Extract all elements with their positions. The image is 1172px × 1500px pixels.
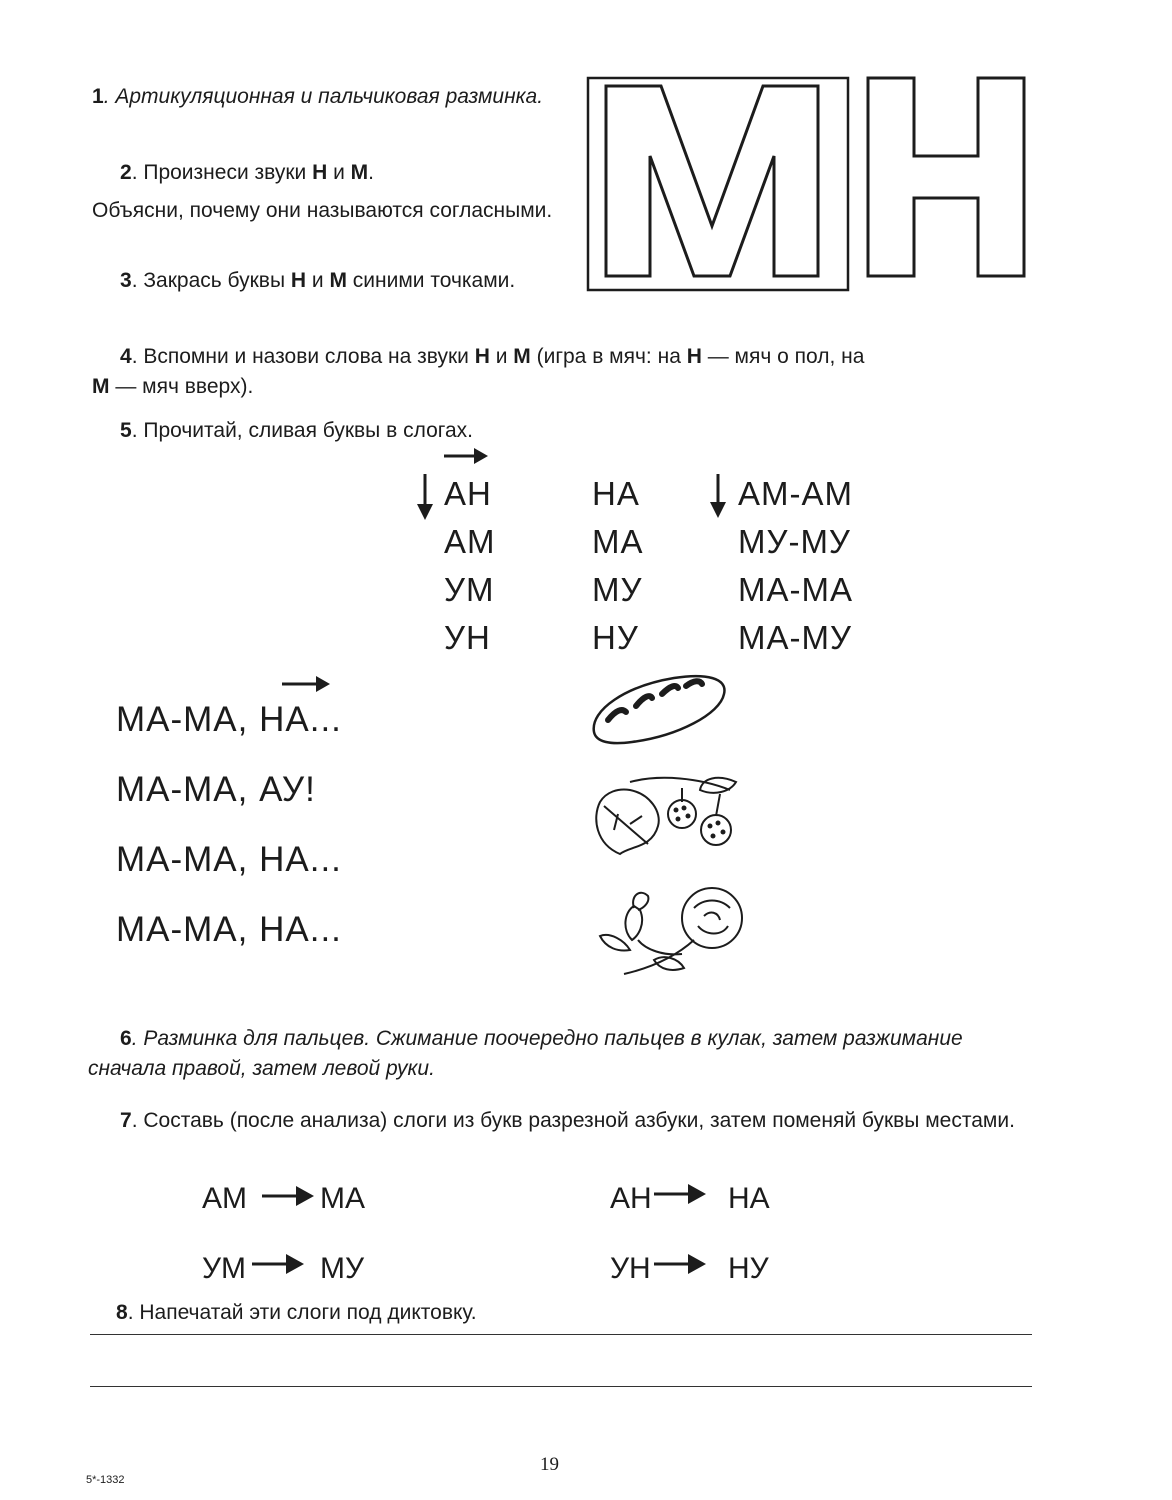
letters-frame xyxy=(588,78,848,290)
swap-un: УН xyxy=(610,1252,651,1285)
mama-line-2: МА-МА, АУ! xyxy=(116,770,316,809)
swap-um: УМ xyxy=(202,1252,247,1285)
swap-an: АН xyxy=(610,1182,652,1215)
syllable-column-1: АН АМ УМ УН xyxy=(444,475,496,656)
task-7: 7. Составь (после анализа) слоги из букв разрезной азбуки, затем поменяй буквы местами. xyxy=(120,1109,1015,1132)
swap-an-result: НА xyxy=(728,1182,770,1215)
task-8: 8. Напечатай эти слоги под диктовку. xyxy=(116,1301,477,1324)
mama-line-1: МА-МА, НА... xyxy=(116,700,342,739)
raspberry-branch-icon xyxy=(590,772,750,862)
swap-um-result: МУ xyxy=(320,1252,365,1285)
right-arrow-icon xyxy=(654,1178,710,1208)
mama-line-3: МА-МА, НА... xyxy=(116,840,342,879)
task-1-text: . Артикуляционная и пальчиковая разминка. xyxy=(103,85,544,108)
print-code: 5*-1332 xyxy=(86,1474,125,1486)
page-number: 19 xyxy=(540,1454,559,1475)
swap-un-result: НУ xyxy=(728,1252,769,1285)
task-3: 3. Закрась буквы Н и М синими точками. xyxy=(120,269,516,292)
task-1-number: 1 xyxy=(92,85,104,108)
rose-flower-icon xyxy=(594,878,754,978)
letter-n-outline xyxy=(868,78,1024,276)
right-arrow-icon xyxy=(262,1180,318,1210)
writing-line-1[interactable] xyxy=(90,1334,1032,1335)
swap-am: АМ xyxy=(202,1182,247,1215)
right-arrow-icon xyxy=(654,1248,710,1278)
swap-am-result: МА xyxy=(320,1182,365,1215)
task-4: 4. Вспомни и назови слова на звуки Н и М (игра в мяч: на Н — мяч о пол, на М — мяч вверх). xyxy=(92,345,865,398)
task-2-explain: Объясни, почему они называются согласными. xyxy=(92,199,553,222)
big-letters-mn xyxy=(586,76,1036,292)
syllable-column-2: НА МА МУ НУ xyxy=(592,475,644,656)
right-arrow-icon xyxy=(252,1248,308,1278)
bread-loaf-icon xyxy=(586,670,736,750)
syllable-column-3: АМ-АМ МУ-МУ МА-МА МА-МУ xyxy=(738,475,853,656)
task-6: 6. Разминка для пальцев. Сжимание поочередно пальцев в кулак, затем разжимание сначала правой, затем левой руки. xyxy=(88,1027,963,1080)
task-5: 5. Прочитай, сливая буквы в слогах. xyxy=(120,419,473,442)
task-1 xyxy=(92,82,562,112)
task-2: 2. Произнеси звуки Н и М. Объясни, почему они называются согласными. xyxy=(92,158,562,226)
right-arrow-icon xyxy=(278,672,338,698)
mama-line-4: МА-МА, НА... xyxy=(116,910,342,949)
letter-m-outline xyxy=(606,86,818,276)
writing-line-2[interactable] xyxy=(90,1386,1032,1387)
